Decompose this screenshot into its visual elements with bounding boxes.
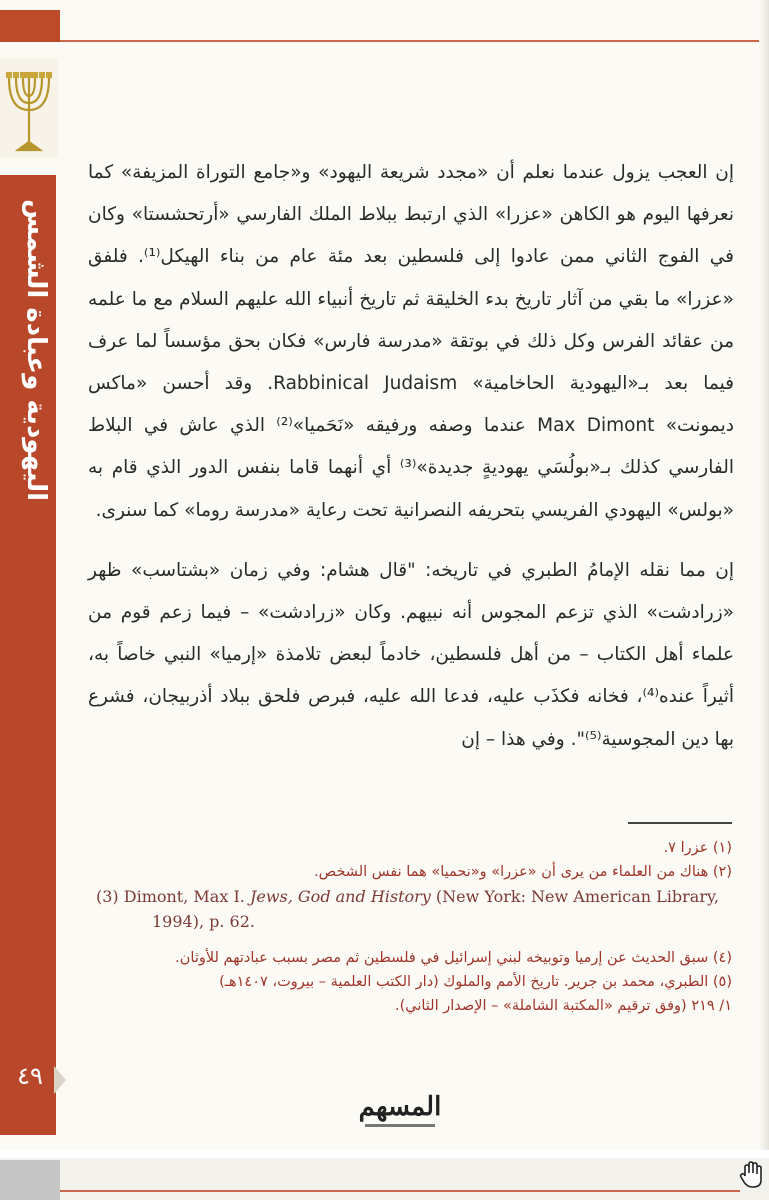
footnote-4: (٤) سبق الحديث عن إرميا وتوبيخه لبني إسرائيل في فلسطين ثم مصر بسبب عبادتهم للأوثان. [175,950,732,966]
body-text [88,152,734,761]
footnote-3 [96,884,732,934]
footnote-3-author: (3) Dimont, Max I. [96,887,250,906]
footnote-3-title: Jews, God and History [249,887,431,906]
page-number-arrow-icon [54,1066,66,1094]
publisher-logo: المسهم [358,1092,442,1122]
footnote-2: (٢) هناك من العلماء من يرى أن «عزرا» و«نحميا» هما نفس الشخص. [314,864,732,880]
footnote-3-year: 1994), p. 62. [152,912,255,931]
next-page-preview [0,1158,769,1200]
footnotes [96,836,732,1018]
publisher-logo-underline [365,1124,435,1127]
footnote-separator [628,822,732,824]
menorah-icon [0,58,58,158]
footnote-5-line-2: ١/ ٢١٩ (وفق ترقيم «المكتبة الشاملة» – الإصدار الثاني). [395,998,732,1014]
footnote-3-publisher: (New York: New American Library, [430,887,719,906]
footnote-5-line-1: (٥) الطبري، محمد بن جرير. تاريخ الأمم والملوك (دار الكتب العلمية – بيروت، ١٤٠٧هـ) [219,974,732,990]
next-page-rule [60,1190,740,1192]
chapter-title: اليهودية وعبادة الشمس [21,198,51,502]
paragraph-2: إن مما نقله الإمامُ الطبري في تاريخه: "قال هشام: وفي زمان «بشتاسب» ظهر «زرادشت» الذي تزعم المجوس أنه نبيهم. وكان «زرادشت» – فيما زعم قوم من علماء أهل الكتاب – من أهل فلسطين، خادماً لبعض تلامذة «إرميا» النبي خاصاً به، أثيراً عنده⁽⁴⁾، فخانه فكذَب عليه، فدعا الله عليه، فبرص فلحق ببلاد أذربيجان، فشرع بها دين المجوسية⁽⁵⁾". وفي هذا – إن [88,559,734,750]
page-number: ٤٩ [17,1062,43,1090]
header-rule [60,40,760,42]
next-page-tab [0,1160,60,1200]
header-tab [0,10,60,42]
footnote-1: (١) عزرا ٧. [663,840,732,856]
paragraph-1: إن العجب يزول عندما نعلم أن «مجدد شريعة اليهود» و«جامع التوراة المزيفة» كما نعرفها اليوم هو الكاهن «عزرا» الذي ارتبط ببلاط الملك الفارسي «أرتحشستا» وكان في الفوج الثاني ممن عادوا إلى فلسطين بعد مئة عام من بناء الهيكل⁽¹⁾. فلفق «عزرا» ما بقي من آثار تاريخ بدء الخليقة ثم تاريخ أنبياء الله عليهم السلام مع ما علمه من عقائد الفرس وكل ذلك في بوتقة «مدرسة فارس» فكان بحق مؤسساً لما عرف فيما بعد بـ«اليهودية الحاخامية» Rabbinical Judaism. وقد أحسن «ماكس ديمونت» Max Dimont عندما وصفه ورفيقه «نَحَميا»⁽²⁾ الذي عاش في البلاط الفارسي كذلك بـ«بولُسَي يهوديةٍ جديدة»⁽³⁾ أي أنهما قاما بنفس الدور الذي قام به «بولس» اليهودي الفريسي بتحريفه النصرانية تحت رعاية «مدرسة روما» كما سنرى. [88,162,735,521]
hand-cursor-icon[interactable] [738,1160,766,1190]
page-edge-shadow [759,0,769,1150]
